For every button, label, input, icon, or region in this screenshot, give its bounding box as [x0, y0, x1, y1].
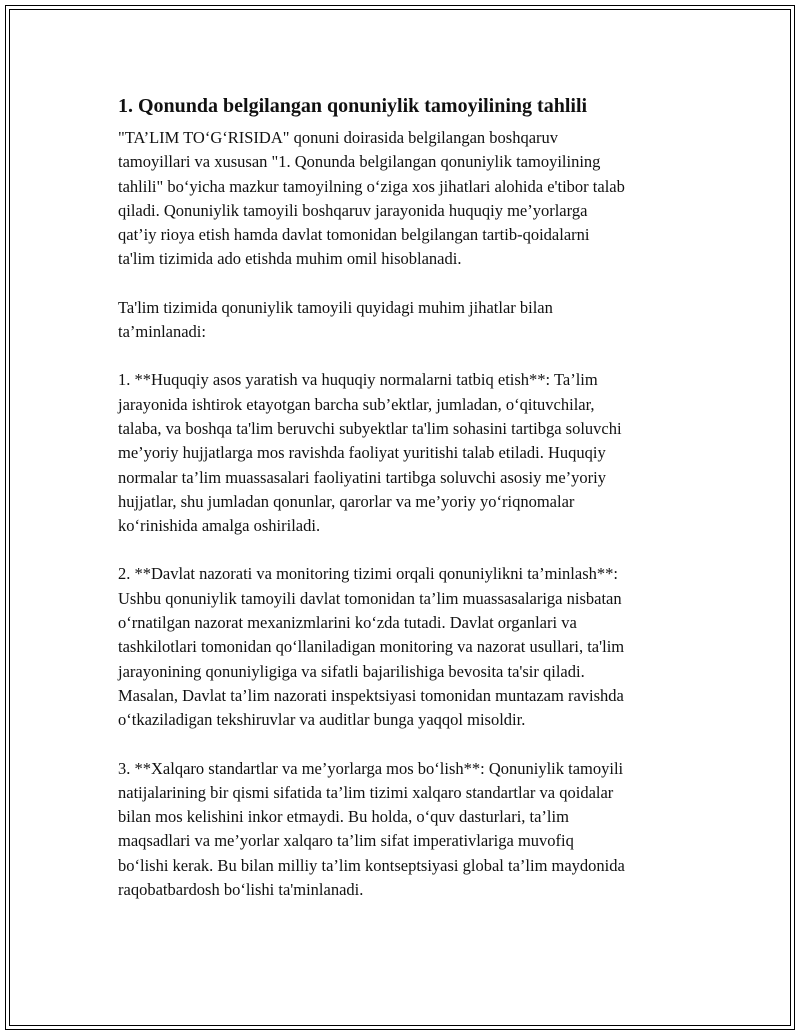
text-line: me’yoriy hujjatlarga mos ravishda faoliyat yuritishi talab etiladi. Huquqiy	[118, 443, 606, 463]
text-line: qat’iy rioya etish hamda davlat tomonidan belgilangan tartib-qoidalarni	[118, 225, 590, 245]
text-line: Ushbu qonuniylik tamoyili davlat tomonidan ta’lim muassasalariga nisbatan	[118, 588, 622, 608]
text-line: raqobatbardosh bo‘lishi ta'minlanadi.	[118, 880, 364, 900]
text-line: 3. **Xalqaro standartlar va me’yorlarga mos bo‘lish**: Qonuniylik tamoyili	[118, 758, 624, 778]
text-line: "TA’LIM TO‘G‘RISIDA" qonuni doirasida belgilangan boshqaruv	[118, 128, 559, 147]
text-line: normalar ta’lim muassasalari faoliyatini tartibga soluvchi asosiy me’yoriy	[118, 467, 606, 487]
paragraph-point-1	[118, 368, 688, 538]
text-line: ta’minlanadi:	[118, 322, 206, 342]
paragraph-point-3	[118, 757, 688, 903]
text-line: bo‘lishi kerak. Bu bilan milliy ta’lim kontseptsiyasi global ta’lim maydonida	[118, 855, 625, 875]
text-line: qiladi. Qonuniylik tamoyili boshqaruv jarayonida huquqiy me’yorlarga	[118, 200, 588, 220]
text-line: talaba, va boshqa ta'lim beruvchi subyektlar ta'lim sohasini tartibga soluvchi	[118, 418, 622, 438]
text-line: 2. **Davlat nazorati va monitoring tizimi orqali qonuniylikni ta’minlash**:	[118, 564, 618, 584]
text-line: hujjatlar, shu jumladan qonunlar, qarorlar va me’yoriy yo‘riqnomalar	[118, 491, 575, 511]
text-line: ta'lim tizimida ado etishda muhim omil hisoblanadi.	[118, 249, 462, 269]
text-line: 1. **Huquqiy asos yaratish va huquqiy normalarni tatbiq etish**: Ta’lim	[118, 370, 598, 390]
text-line: bilan mos kelishini inkor etmaydi. Bu holda, o‘quv dasturlari, ta’lim	[118, 807, 569, 827]
text-line: tahlili" bo‘yicha mazkur tamoyilning o‘ziga xos jihatlari alohida e'tibor talab	[118, 176, 625, 196]
text-line: jarayonining qonuniyligiga va sifatli bajarilishiga bevosita ta'sir qiladi.	[118, 661, 585, 681]
text-line: o‘rnatilgan nazorat mexanizmlarini ko‘zda tutadi. Davlat organlari va	[118, 613, 577, 633]
text-line: maqsadlari va me’yorlar xalqaro ta’lim sifat imperativlariga muvofiq	[118, 831, 574, 851]
text-line: o‘tkaziladigan tekshiruvlar va auditlar bunga yaqqol misoldir.	[118, 710, 526, 730]
text-line: natijalarining bir qismi sifatida ta’lim tizimi xalqaro standartlar va qoidalar	[118, 782, 614, 802]
document-body	[118, 92, 688, 926]
paragraph-point-2	[118, 562, 688, 732]
text-line: Masalan, Davlat ta’lim nazorati inspektsiyasi tomonidan muntazam ravishda	[118, 685, 624, 705]
text-line: tashkilotlari tomonidan qo‘llaniladigan monitoring va nazorat usullari, ta'lim	[118, 637, 625, 657]
text-line: Ta'lim tizimida qonuniylik tamoyili quyidagi muhim jihatlar bilan	[118, 297, 553, 317]
text-line: ko‘rinishida amalga oshiriladi.	[118, 516, 321, 536]
paragraph-intro	[118, 126, 688, 272]
text-line: tamoyillari va xususan "1. Qonunda belgilangan qonuniylik tamoyilining	[118, 152, 601, 172]
paragraph-lead-in	[118, 296, 688, 345]
section-heading: 1. Qonunda belgilangan qonuniylik tamoyilining tahlili	[118, 95, 588, 117]
text-line: jarayonida ishtirok etayotgan barcha sub’ektlar, jumladan, o‘qituvchilar,	[118, 394, 595, 414]
